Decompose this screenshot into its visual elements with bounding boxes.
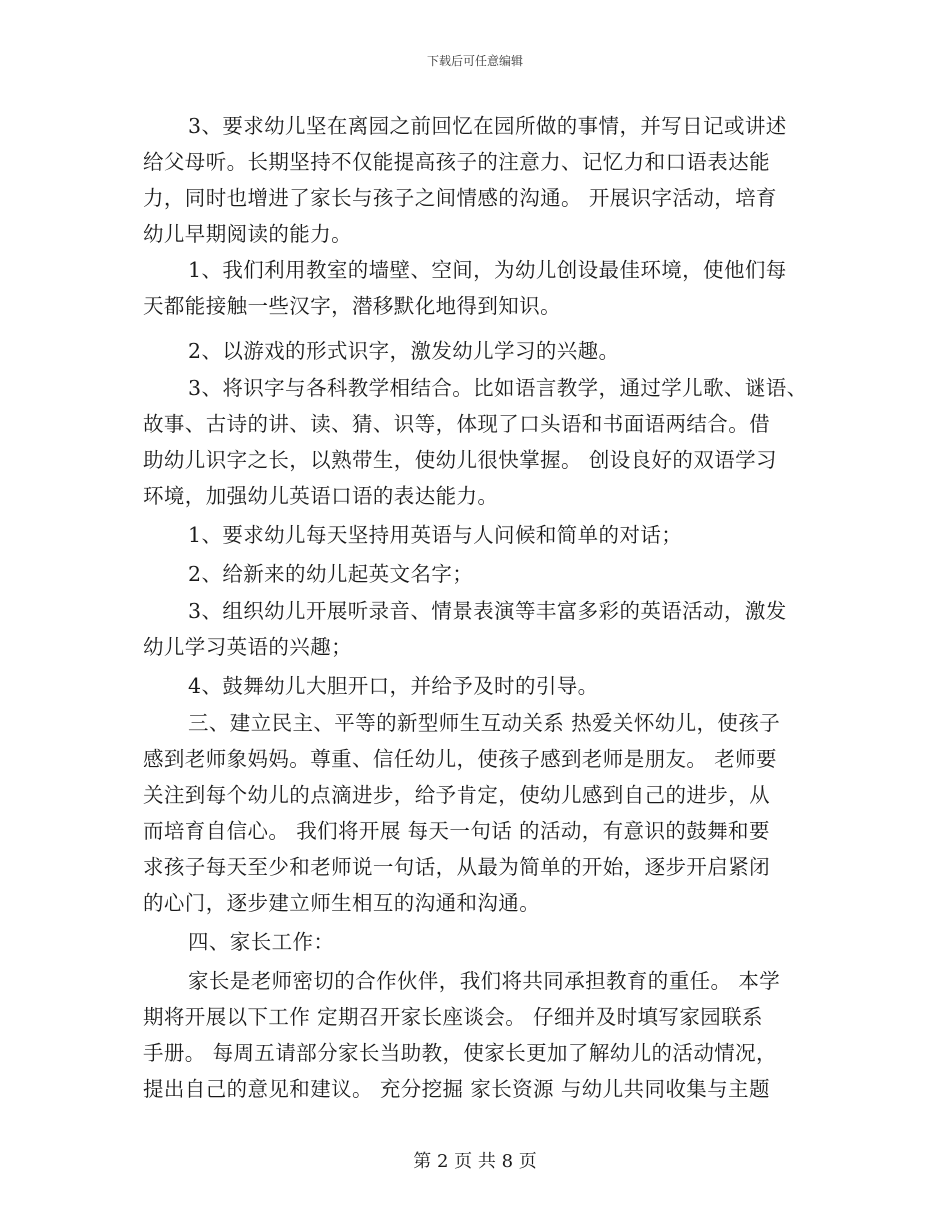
text-line: 2、以游戏的形式识字，激发幼儿学习的兴趣。: [188, 339, 620, 363]
text-line: 的心门，逐步建立师生相互的沟通和沟通。: [143, 891, 541, 915]
text-line: 幼儿早期阅读的能力。: [143, 222, 352, 246]
text-line: 1、我们利用教室的墙壁、空间，为幼儿创设最佳环境，使他们每: [188, 258, 787, 282]
text-line: 提出自己的意见和建议。 充分挖掘 家长资源 与幼儿共同收集与主题: [143, 1077, 770, 1101]
text-line: 环境，加强幼儿英语口语的表达能力。: [143, 484, 499, 508]
text-line: 期将开展以下工作 定期召开家长座谈会。 仔细并及时填写家园联系: [143, 1005, 763, 1029]
text-line: 三、建立民主、平等的新型师生互动关系 热爱关怀幼儿，使孩子: [188, 711, 781, 735]
text-line: 助幼儿识字之长，以熟带生，使幼儿很快掌握。 创设良好的双语学习: [143, 448, 777, 472]
text-line: 天都能接触一些汉字，潜移默化地得到知识。: [143, 294, 561, 318]
text-line: 感到老师象妈妈。尊重、信任幼儿，使孩子感到老师是朋友。 老师要: [143, 747, 777, 771]
text-line: 而培育自信心。 我们将开展 每天一句话 的活动，有意识的鼓舞和要: [143, 819, 770, 843]
text-line: 给父母听。长期坚持不仅能提高孩子的注意力、记忆力和口语表达能: [143, 150, 770, 174]
text-line: 幼儿学习英语的兴趣；: [143, 635, 352, 659]
text-line: 1、要求幼儿每天坚持用英语与人问候和简单的对话；: [188, 523, 683, 547]
text-line: 4、鼓舞幼儿大胆开口，并给予及时的引导。: [188, 674, 599, 698]
text-line: 家长是老师密切的合作伙伴，我们将共同承担教育的重任。 本学: [188, 969, 781, 993]
text-line: 求孩子每天至少和老师说一句话，从最为简单的开始，逐步开启紧闭: [143, 855, 770, 879]
text-line: 力，同时也增进了家长与孩子之间情感的沟通。 开展识字活动，培育: [143, 186, 777, 210]
text-line: 故事、古诗的讲、读、猜、识等，体现了口头语和书面语两结合。借: [143, 412, 770, 436]
text-line: 四、家长工作：: [188, 930, 335, 954]
text-line: 3、组织幼儿开展听录音、情景表演等丰富多彩的英语活动，激发: [188, 599, 787, 623]
text-line: 3、要求幼儿坚在离园之前回忆在园所做的事情，并写日记或讲述: [188, 114, 787, 138]
text-line: 手册。 每周五请部分家长当助教，使家长更加了解幼儿的活动情况，: [143, 1041, 777, 1065]
page-footer: 第 2 页 共 8 页: [413, 1151, 537, 1172]
page-header: 下载后可任意编辑: [426, 54, 523, 68]
text-line: 关注到每个幼儿的点滴进步，给予肯定，使幼儿感到自己的进步，从: [143, 783, 770, 807]
text-line: 2、给新来的幼儿起英文名字；: [188, 562, 474, 586]
text-line: 3、将识字与各科教学相结合。比如语言教学，通过学儿歌、谜语、: [188, 376, 808, 400]
